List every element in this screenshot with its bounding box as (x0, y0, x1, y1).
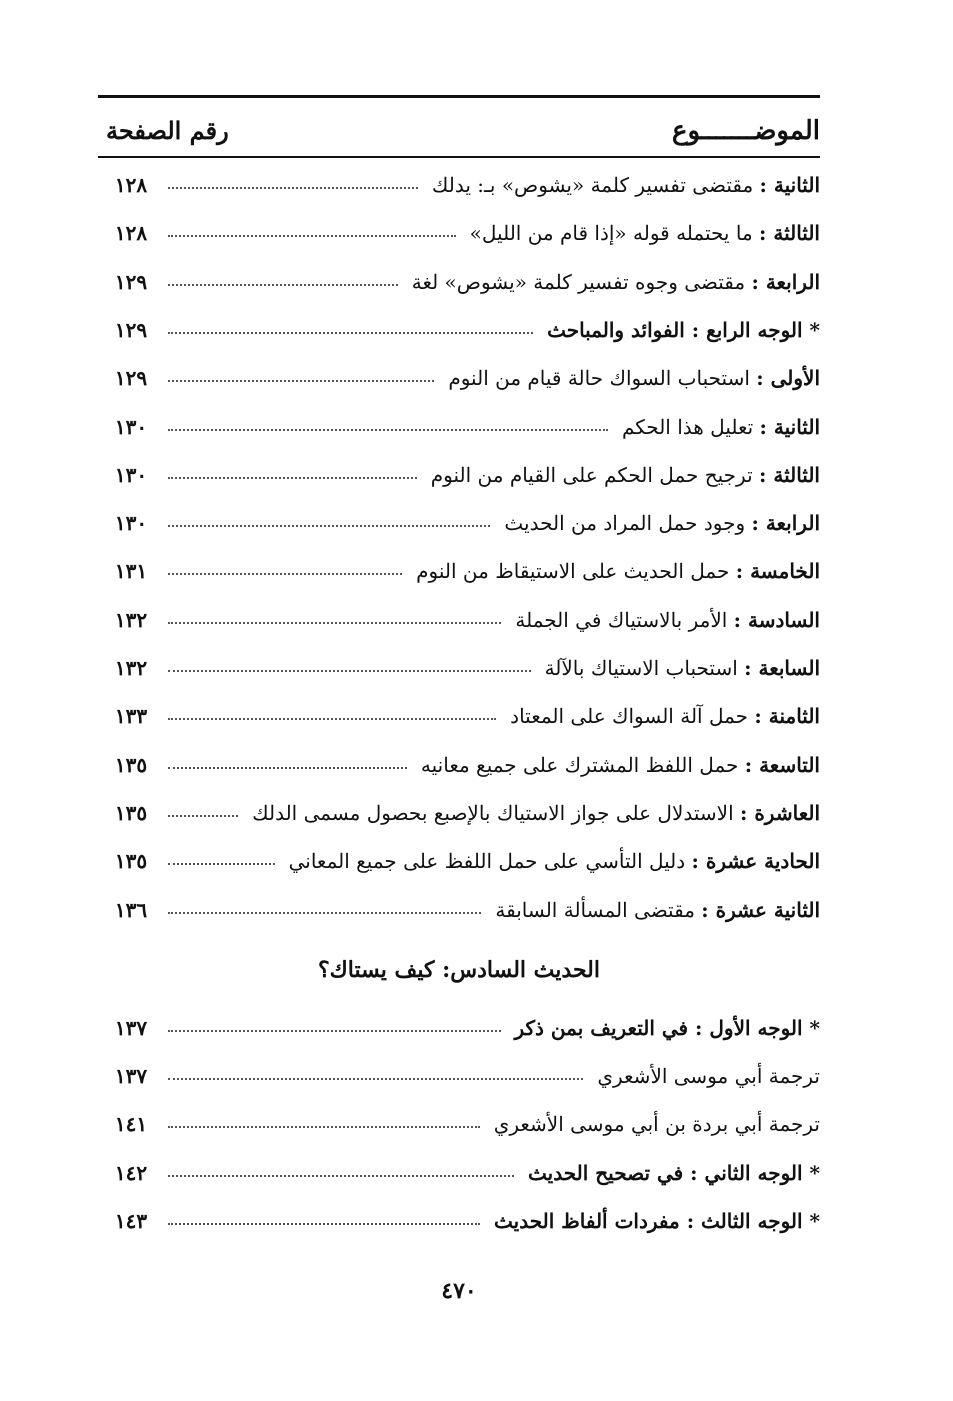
toc-entry-page: ١٣٥ (114, 800, 148, 825)
toc-entry-text (528, 1158, 820, 1188)
toc-entry-title: الأمر بالاستياك في الجملة (515, 607, 728, 632)
toc-entry-page: ١٢٩ (114, 269, 148, 294)
toc-row (98, 1198, 820, 1246)
toc-entry-title: مفردات ألفاظ الحديث (494, 1209, 680, 1233)
dot-leader (168, 863, 275, 865)
toc-row (98, 548, 820, 596)
toc-entry-lead: * الوجه الثاني : (690, 1160, 820, 1185)
dot-leader (168, 429, 608, 431)
toc-entry-text (545, 653, 820, 683)
toc-row (98, 162, 820, 210)
toc-entry-lead: الثانية عشرة : (701, 897, 820, 922)
toc-entry-lead: الرابعة : (751, 269, 820, 294)
dot-leader (168, 235, 456, 237)
toc-entry-title: استحباب الاستياك بالآلة (544, 656, 738, 680)
dot-leader (168, 284, 398, 286)
toc-entry-text (494, 1109, 820, 1139)
toc-entry-title: مقتضى وجوه تفسير كلمة «يشوص» لغة (411, 269, 746, 294)
toc-entry-page: ١٤٢ (114, 1160, 148, 1185)
toc-entry-page: ١٣٠ (114, 462, 148, 487)
toc-entry-title: في تصحيح الحديث (528, 1160, 684, 1185)
toc-entry-page: ١٤٣ (114, 1209, 148, 1233)
toc-entry-page: ١٣١ (114, 559, 148, 584)
toc-row (98, 307, 820, 355)
toc-entry-text (547, 315, 820, 345)
toc-entry-lead: الثانية : (759, 414, 820, 439)
toc-entry-page: ١٣٧ (114, 1015, 148, 1040)
toc-entry-page: ١٢٩ (114, 366, 148, 391)
toc-row (98, 645, 820, 693)
header-bottom-rule (98, 156, 820, 158)
toc-entry-text (431, 460, 820, 490)
toc-row (98, 742, 820, 790)
toc-entry-text (504, 508, 820, 538)
dot-leader (168, 718, 496, 720)
toc-entry-title: ترجيح حمل الحكم على القيام من النوم (430, 462, 753, 487)
toc-entry-text (470, 218, 820, 248)
dot-leader (168, 573, 402, 575)
dot-leader (168, 622, 501, 624)
toc-entry-text (515, 1013, 821, 1043)
toc-entry-page: ١٣٧ (114, 1064, 148, 1089)
toc-entry-page: ١٢٨ (114, 173, 148, 197)
toc-entry-text (448, 363, 820, 393)
toc-entry-lead: الثانية : (759, 173, 820, 197)
toc-entry-text (597, 1061, 820, 1091)
topic-column-label: الموضـــــــوع (672, 116, 820, 146)
toc-row (98, 838, 820, 886)
toc-row (98, 887, 820, 935)
dot-leader (168, 187, 418, 189)
toc-entry-lead: الثالثة : (759, 462, 820, 487)
header-top-rule (98, 95, 820, 98)
toc-header (98, 100, 820, 156)
toc-entry-title: استحباب السواك حالة قيام من النوم (448, 366, 750, 391)
toc-entry-text (252, 798, 820, 828)
toc-entry-title: تعليل هذا الحكم (621, 414, 754, 439)
dot-leader (168, 1030, 501, 1032)
toc-entry-text (416, 556, 820, 586)
toc-entry-lead: * الوجه الأول : (695, 1015, 820, 1040)
dot-leader (168, 1126, 480, 1128)
toc-row (98, 404, 820, 452)
toc-row (98, 1101, 820, 1149)
toc-entry-text (494, 1206, 820, 1236)
toc-entry-title: الفوائد والمباحث (547, 317, 685, 342)
toc-row (98, 790, 820, 838)
toc-entry-lead: السادسة : (733, 607, 820, 632)
toc-entry-lead: * الوجه الرابع : (691, 317, 820, 342)
toc-row (98, 597, 820, 645)
toc-entry-title: مقتضى المسألة السابقة (495, 897, 695, 922)
page-column-label: رقم الصفحة (106, 116, 229, 145)
toc-entry-text (432, 170, 820, 200)
dot-leader (168, 380, 434, 382)
toc-entry-title: ما يحتمله قوله «إذا قام من الليل» (469, 221, 753, 246)
toc-entry-lead: السابعة : (744, 656, 820, 680)
toc-entry-title: حمل اللفظ المشترك على جميع معانيه (420, 752, 739, 777)
toc-row (98, 1005, 820, 1053)
dot-leader (168, 912, 481, 914)
toc-entry-title: الاستدلال على جواز الاستياك بالإصبع بحصول مسمى الدلك (252, 800, 734, 825)
toc-entry-page: ١٣٥ (114, 752, 148, 777)
dot-leader (168, 1175, 514, 1177)
dot-leader (168, 525, 490, 527)
section-title: الحديث السادس: كيف يستاك؟ (318, 956, 600, 983)
toc-entry-page: ١٣٠ (114, 511, 148, 536)
toc-entry-page: ١٣٦ (114, 897, 148, 922)
toc-entry-title: حمل الحديث على الاستيقاظ من النوم (416, 559, 730, 584)
toc-entry-page: ١٣٢ (114, 607, 148, 632)
toc-entry-text (510, 701, 820, 731)
toc-entry-title: دليل التأسي على حمل اللفظ على جميع المعاني (288, 849, 686, 874)
toc-row (98, 1053, 820, 1101)
toc-entry-title: مقتضى تفسير كلمة «يشوص» بـ: يدلك (431, 173, 754, 197)
toc-row (98, 693, 820, 741)
toc-entry-page: ١٣٣ (114, 704, 148, 729)
toc-entry-title: ترجمة أبي موسى الأشعري (597, 1064, 820, 1089)
toc-row (98, 355, 820, 403)
toc-entry-page: ١٢٩ (114, 317, 148, 342)
toc-entry-lead: * الوجه الثالث : (686, 1209, 820, 1233)
dot-leader (168, 1078, 583, 1080)
toc-row (98, 259, 820, 307)
toc-entry-text (289, 846, 820, 876)
toc-row (98, 500, 820, 548)
toc-row (98, 452, 820, 500)
dot-leader (168, 332, 533, 334)
page-number: ٤٧٠ (441, 1278, 477, 1304)
toc-entry-text (495, 895, 820, 925)
toc-entry-lead: الخامسة : (735, 559, 820, 584)
dot-leader (168, 815, 238, 817)
toc-entry-page: ١٣٠ (114, 414, 148, 439)
toc-entry-title: حمل آلة السواك على المعتاد (510, 704, 749, 729)
toc-row (98, 210, 820, 258)
toc-entry-page: ١٣٥ (114, 849, 148, 874)
toc-entry-page: ١٢٨ (114, 221, 148, 246)
toc-entry-text (421, 750, 820, 780)
dot-leader (168, 477, 417, 479)
dot-leader (168, 670, 531, 672)
toc-entry-lead: الثالثة : (759, 221, 820, 246)
dot-leader (168, 1223, 480, 1225)
toc-entry-title: وجود حمل المراد من الحديث (504, 511, 746, 536)
dot-leader (168, 767, 407, 769)
toc-entry-lead: العاشرة : (739, 800, 820, 825)
toc-entry-text (622, 412, 820, 442)
toc-entry-title: في التعريف بمن ذكر (514, 1015, 689, 1040)
toc-entry-title: ترجمة أبي بردة بن أبي موسى الأشعري (493, 1112, 820, 1137)
toc-entry-lead: الحادية عشرة : (691, 849, 820, 874)
toc-row (98, 1150, 820, 1198)
toc-entry-text (412, 267, 820, 297)
toc-entry-page: ١٤١ (114, 1112, 148, 1137)
toc-entry-lead: الرابعة : (751, 511, 820, 536)
toc-entry-lead: الثامنة : (754, 704, 820, 729)
toc-entry-page: ١٣٢ (114, 656, 148, 680)
toc-entry-lead: التاسعة : (744, 752, 820, 777)
toc-entry-lead: الأولى : (756, 366, 820, 391)
toc-entry-text (515, 605, 820, 635)
